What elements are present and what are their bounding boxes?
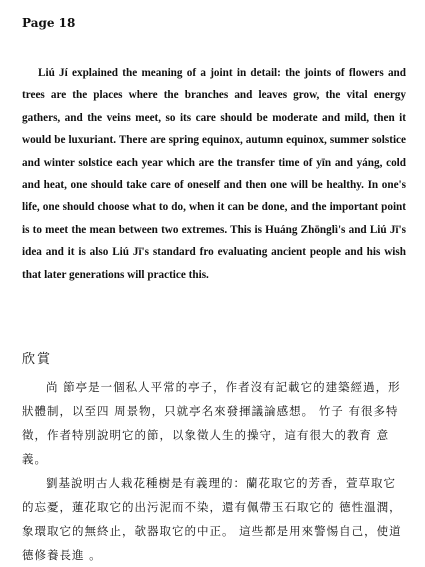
english-paragraph: Liú Jí explained the meaning of a joint in detail: the joints of flowers and trees are the places where the branches and leaves grow, the vital energy gathers, and the veins meet, so its care should be moderate and mild, then it would be luxuriant. There are spring equinox, autumn equinox, summer solstice and winter solstice each year which are the transfer time of yīn and yáng, cold and heat, one should take care of oneself and then one will be healthy. In one's life, one should choose what to do, when it can be done, and the important point is to meet the mean between two extremes. This is Huáng Zhōnglì's and Liú Jī's idea and it is also Liú Jī's standard fro evaluating ancient people and his wish that later generations will practice this. xyxy=(22,67,406,281)
appreciation-heading: 欣賞 xyxy=(22,352,53,367)
english-passage xyxy=(22,62,406,286)
page-number: Page 18 xyxy=(22,16,76,30)
chinese-paragraph-2: 劉基說明古人栽花種樹是有義理的：蘭花取它的芳香，萱草取它的忘憂，蓮花取它的出污泥而不染，還有佩帶玉石取它的 德性溫潤，象環取它的無終止，欹器取它的中正。 這些都是用來警惕自己，使道德修養長進 。 xyxy=(22,476,402,562)
chinese-paragraph-1: 尚 節亭是一個私人平常的亭子，作者沒有記載它的建築經過，形狀體制，以至四 周景物，只就亭名來發揮議論感想。 竹子 有很多特徵，作者特別說明它的節，以象徵人生的操守，這有很大的教育 意義。 xyxy=(22,380,401,466)
chinese-passage xyxy=(22,375,406,567)
